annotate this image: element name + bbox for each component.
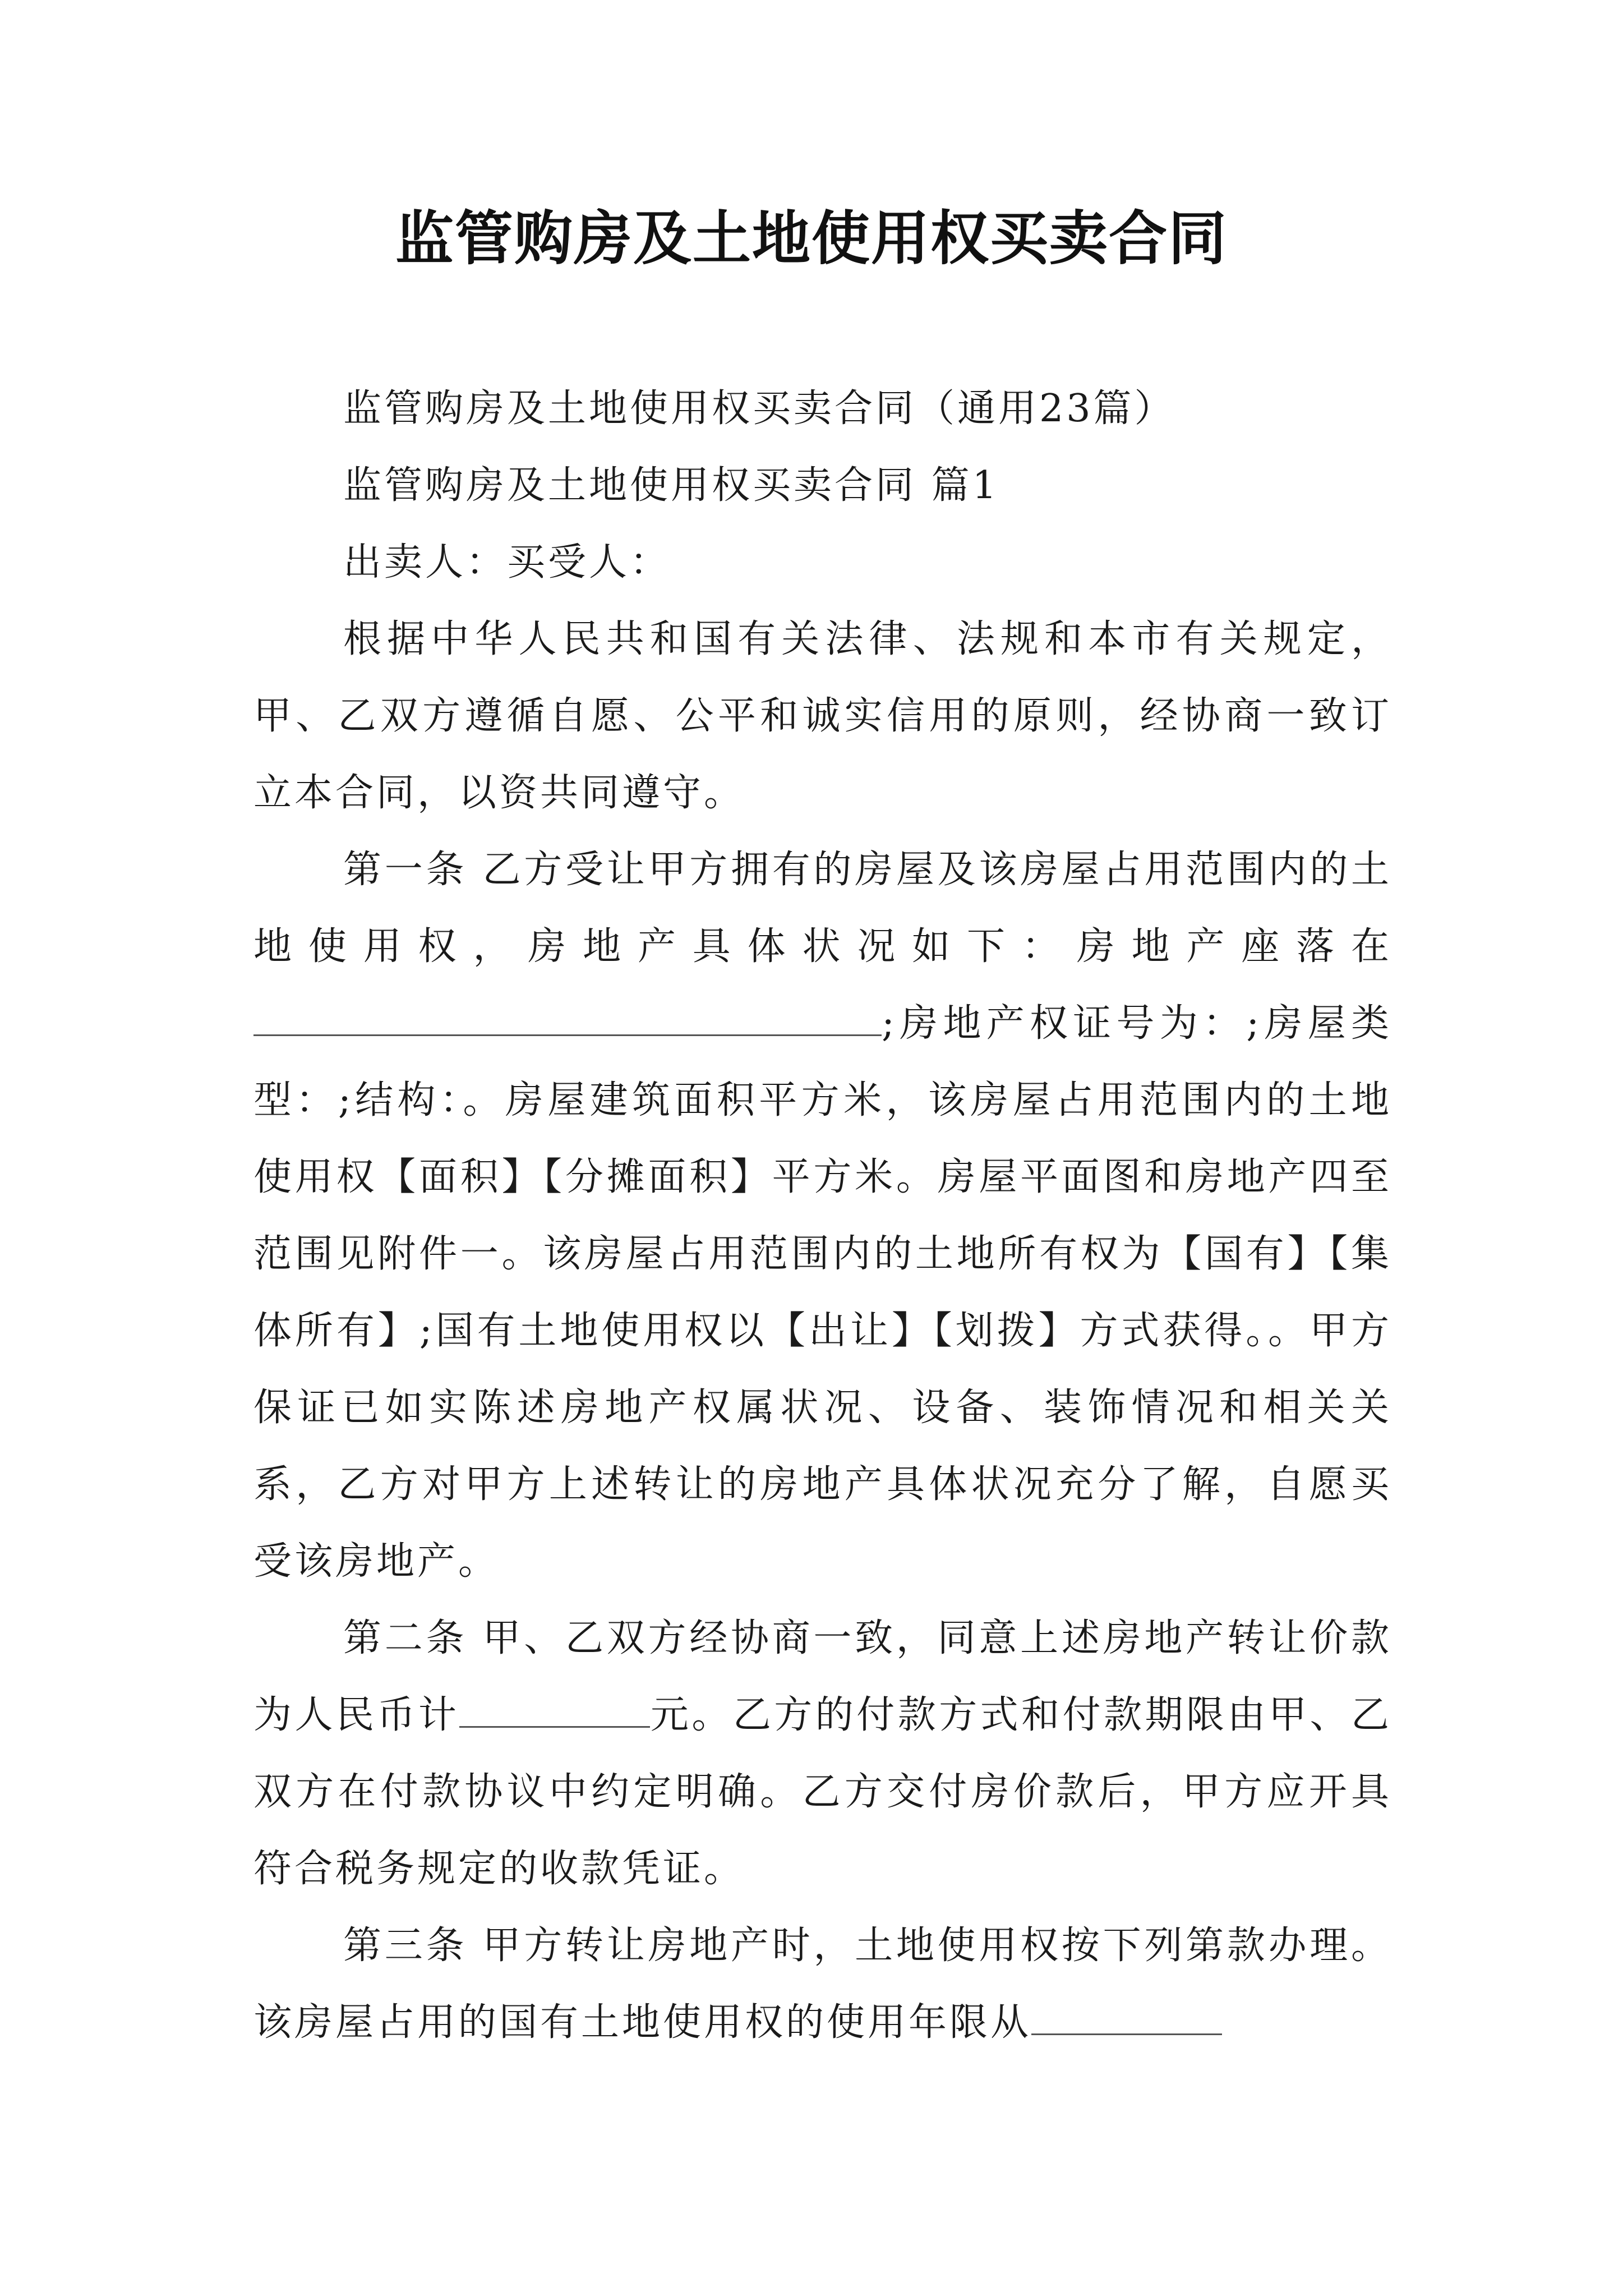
article-3-paragraph	[253, 1907, 1392, 2061]
document-title: 监管购房及土地使用权买卖合同	[395, 204, 1228, 273]
article-1-text-a: 第一条 乙方受让甲方拥有的房屋及该房屋占用范围内的土地使用权，房地产具体状况如下：房地产座落在	[253, 848, 1392, 969]
article-2-text-a: 第二条 甲、乙双方经协商一致，同意上述房地产转让价款为人民币计	[253, 1616, 1392, 1737]
document-body	[253, 370, 1392, 2061]
article-2-paragraph	[253, 1600, 1392, 1907]
price-blank	[459, 1692, 650, 1728]
term-start-blank	[1031, 2000, 1222, 2035]
address-blank	[253, 1001, 882, 1036]
article-2-text-b: 元。乙方的付款方式和付款期限由甲、乙双方在付款协议中约定明确。乙方交付房价款后，甲方应开具符合税务规定的收款凭证。	[253, 1693, 1392, 1891]
parties-line: 出卖人：买受人：	[343, 540, 671, 585]
article-1-text-b: ;房地产权证号为：;房屋类型：;结构：。房屋建筑面积平方米，该房屋占用范围内的土地使用权【面积】【分摊面积】平方米。房屋平面图和房地产四至范围见附件一。该房屋占用范围内的土地所有权为【国有】【集体所有】;国有土地使用权以【出让】【划拨】方式获得。。甲方保证已如实陈述房地产权属状况、设备、装饰情况和相关关系，乙方对甲方上述转让的房地产具体状况充分了解，自愿买受该房地产。	[253, 1001, 1392, 1584]
section-heading: 监管购房及土地使用权买卖合同 篇1	[343, 463, 999, 508]
article-3-text-a: 第三条 甲方转让房地产时，土地使用权按下列第款办理。该房屋占用的国有土地使用权的使用年限从	[253, 1924, 1392, 2045]
preamble-paragraph: 根据中华人民共和国有关法律、法规和本市有关规定，甲、乙双方遵循自愿、公平和诚实信用的原则，经协商一致订立本合同，以资共同遵守。	[253, 617, 1392, 815]
article-1-paragraph	[253, 831, 1392, 1600]
subtitle: 监管购房及土地使用权买卖合同（通用23篇）	[343, 386, 1175, 431]
